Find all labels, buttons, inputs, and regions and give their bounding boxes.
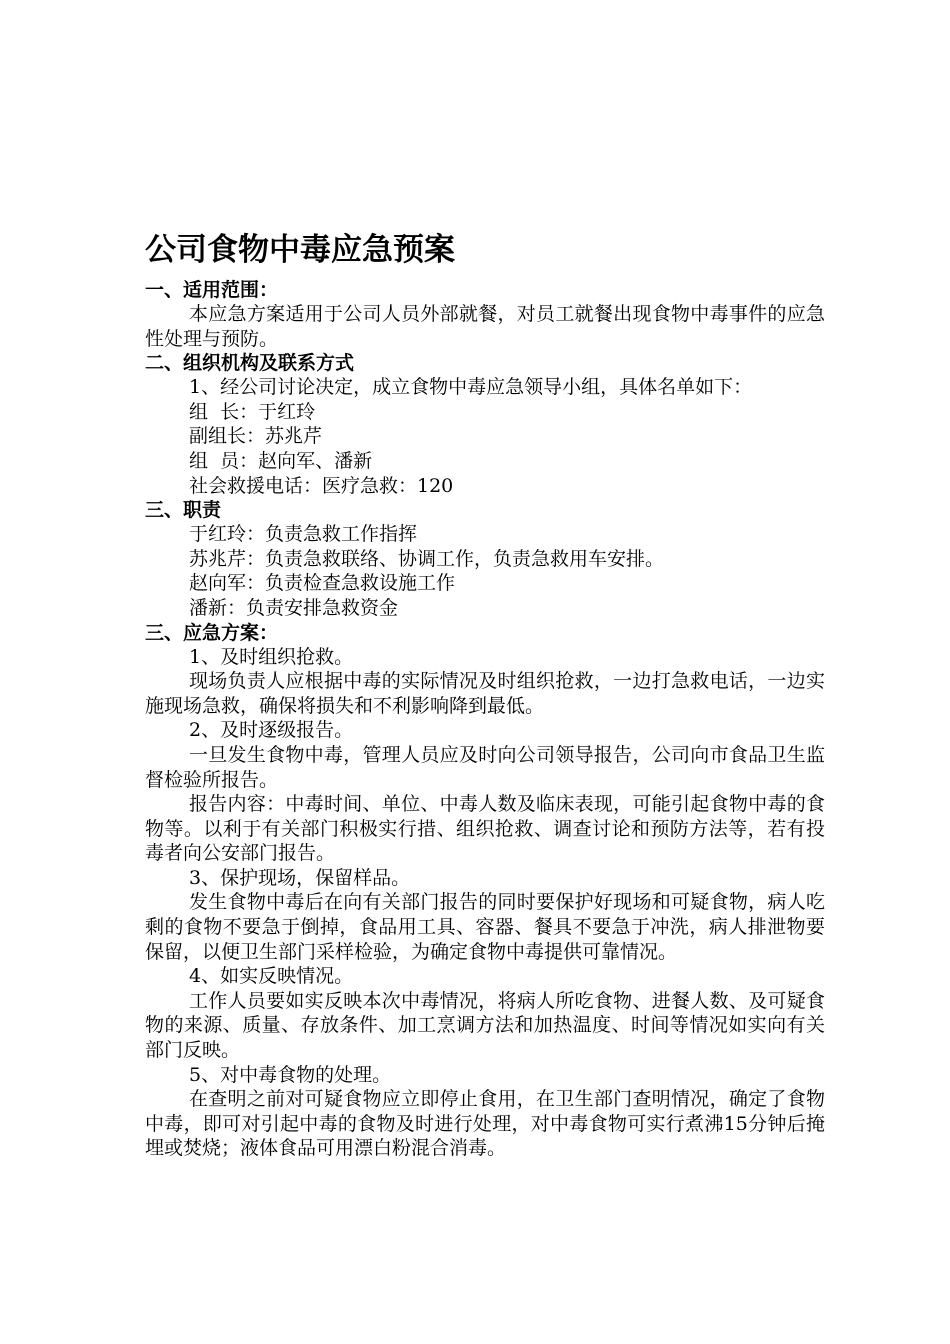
duty-line: 赵向军：负责检查急救设施工作 [189,572,456,595]
organization-paragraph: 1、经公司讨论决定，成立食物中毒应急领导小组，具体名单如下： [189,376,753,399]
duty-line: 潘新：负责安排急救资金 [189,596,399,619]
document-title: 公司食物中毒应急预案 [145,232,455,268]
team-members-line: 组 员：赵向军、潘新 [189,449,373,472]
plan-step-title: 3、保护现场，保留样品。 [189,866,411,889]
plan-step-text: 工作人员要如实反映本次中毒情况，将病人所吃食物、进餐人数、及可疑食物的来源、质量、存放条件、加工烹调方法和加热温度、时间等情况如实向有关部门反映。 [145,989,825,1062]
scope-paragraph: 本应急方案适用于公司人员外部就餐，对员工就餐出现食物中毒事件的应急性处理与预防。 [145,303,825,350]
section-heading-organization: 二、组织机构及联系方式 [145,352,355,375]
plan-step-title: 1、及时组织抢救。 [189,645,354,668]
plan-step-title: 5、对中毒食物的处理。 [189,1063,392,1086]
plan-step-text: 在查明之前对可疑食物应立即停止食用，在卫生部门查明情况，确定了食物中毒，即可对引起中毒的食物及时进行处理，对中毒食物可实行煮沸15分钟后掩埋或焚烧；液体食品可用漂白粉混合消毒。 [145,1088,825,1160]
plan-step-text: 发生食物中毒后在向有关部门报告的同时要保护好现场和可疑食物，病人吃剩的食物不要急于倒掉，食品用工具、容器、餐具不要急于冲洗，病人排泄物要保留，以便卫生部门采样检验，为确定食物中毒提供可靠情况。 [145,891,825,963]
section-heading-scope: 一、适用范围： [145,279,279,301]
plan-step-title: 2、及时逐级报告。 [189,719,354,742]
team-leader-line: 组 长：于红玲 [189,400,316,423]
duty-line: 于红玲：负责急救工作指挥 [189,523,418,546]
emergency-phone-line: 社会救援电话：医疗急救：120 [189,474,454,497]
duty-line: 苏兆芹：负责急救联络、协调工作，负责急救用车安排。 [189,547,665,570]
section-heading-plan: 三、应急方案： [145,621,279,644]
plan-step-text: 一旦发生食物中毒，管理人员应及时向公司领导报告，公司向市食品卫生监督检验所报告。 [145,743,825,791]
team-deputy-line: 副组长：苏兆芹 [189,425,323,448]
plan-step-text: 现场负责人应根据中毒的实际情况及时组织抢救，一边打急救电话，一边实施现场急救，确保将损失和不利影响降到最低。 [145,670,825,717]
document-page [145,228,825,1161]
plan-step-text: 报告内容：中毒时间、单位、中毒人数及临床表现，可能引起食物中毒的食物等。以利于有关部门积极实行措、组织抢救、调查讨论和预防方法等，若有投毒者向公安部门报告。 [145,793,825,865]
section-heading-duties: 三、职责 [145,499,222,522]
plan-step-title: 4、如实反映情况。 [189,965,354,988]
